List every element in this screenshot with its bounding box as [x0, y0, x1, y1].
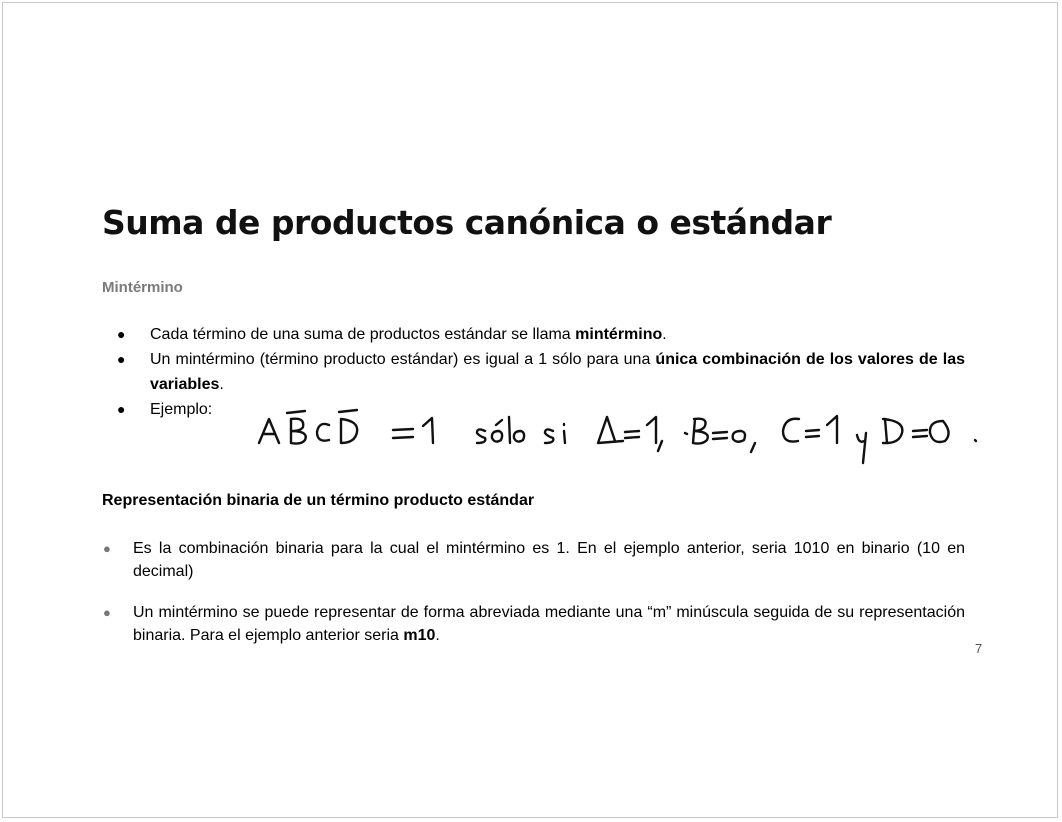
- bullet-icon: ●: [103, 605, 111, 620]
- list-item-text: Es la combinación binaria para la cual el mintérmino es 1. En el ejemplo anterior, seria 1010 en binario (10 en decimal): [133, 540, 965, 580]
- bullet-icon: ●: [103, 541, 111, 556]
- slide: [2, 2, 1058, 818]
- binary-representation-list: [102, 537, 965, 665]
- handwritten-example: [253, 403, 983, 469]
- list-item: [117, 322, 965, 347]
- subtitle: Mintérmino: [102, 279, 183, 296]
- list-item-text: Ejemplo:: [150, 401, 213, 418]
- bullet-icon: ●: [117, 351, 126, 367]
- list-item: [117, 347, 965, 397]
- list-item-end: .: [219, 376, 224, 393]
- list-item-text: Un mintérmino se puede representar de forma abreviada mediante una “m” minúscula seguida de su representación binaria. Para el ejemplo anterior seria: [133, 604, 965, 644]
- page-number: 7: [975, 641, 983, 656]
- bullet-icon: ●: [117, 401, 126, 417]
- list-item-text: Cada término de una suma de productos estándar se llama: [150, 326, 576, 343]
- list-item-bold: m10: [403, 627, 436, 644]
- section-heading: Representación binaria de un término producto estándar: [102, 492, 535, 509]
- list-item-bold: única combinación de los valores de las variables: [150, 351, 965, 393]
- list-item-bold: mintérmino: [575, 326, 663, 343]
- list-item-end: .: [662, 326, 667, 343]
- slide-title: Suma de productos canónica o estándar: [102, 203, 832, 242]
- list-item: [102, 537, 965, 583]
- list-item: [102, 601, 965, 647]
- list-item-end: .: [435, 627, 440, 644]
- list-item-text: Un mintérmino (término producto estándar) es igual a 1 sólo para una: [150, 351, 656, 368]
- bullet-icon: ●: [117, 326, 126, 342]
